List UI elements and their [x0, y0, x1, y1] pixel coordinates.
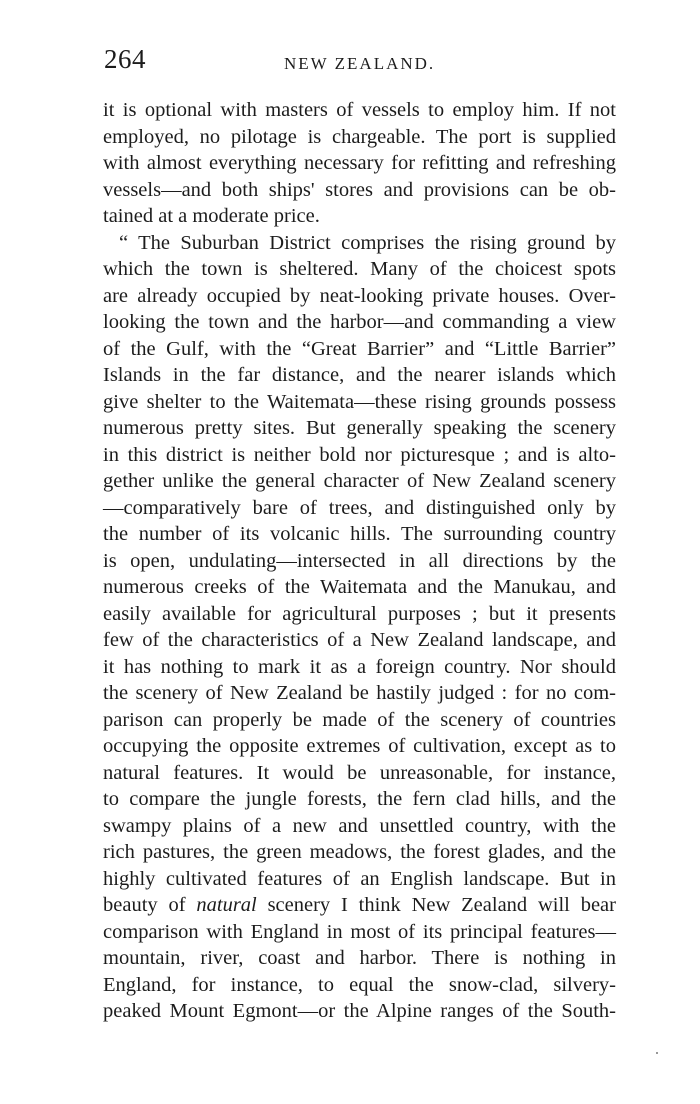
text-line: numerous pretty sites. But generally speaking the scenery	[103, 417, 616, 439]
text-line: comparison with England in most of its principal features—	[103, 920, 616, 943]
text-line: looking the town and the harbor—and commanding a view	[103, 311, 616, 333]
text-line: occupying the opposite extremes of cultivation, except as to	[103, 735, 616, 757]
text-line: highly cultivated features of an English landscape. But in	[103, 867, 616, 890]
text-line: England, for instance, to equal the snow-clad, silvery-	[103, 973, 616, 996]
text-line: mountain, river, coast and harbor. There is nothing in	[103, 947, 616, 969]
text-line: “ The Suburban District comprises the rising ground by	[119, 231, 616, 254]
text-line: natural features. It would be unreasonable, for instance,	[103, 761, 616, 784]
text-line: give shelter to the Waitemata—these rising grounds possess	[103, 390, 616, 413]
text-line: peaked Mount Egmont—or the Alpine ranges of the South-	[103, 1000, 616, 1022]
text-line: to compare the jungle forests, the fern clad hills, and the	[103, 788, 616, 810]
text-line: it has nothing to mark it as a foreign country. Nor should	[103, 655, 616, 678]
text-line: the scenery of New Zealand be hastily judged : for no com-	[103, 682, 616, 704]
text-line: vessels—and both ships' stores and provisions can be ob-	[103, 178, 616, 201]
text-line: easily available for agricultural purposes ; but it presents	[103, 602, 616, 625]
text-line: rich pastures, the green meadows, the forest glades, and the	[103, 841, 616, 863]
text-line: with almost everything necessary for refitting and refreshing	[103, 152, 616, 174]
body-text	[103, 97, 616, 1025]
text-line: are already occupied by neat-looking private houses. Over-	[103, 284, 616, 307]
text-segment: scenery I think New Zealand will bear	[256, 894, 616, 916]
page-number: 264	[104, 44, 146, 74]
text-line: parison can properly be made of the scenery of countries	[103, 708, 616, 731]
text-line: —comparatively bare of trees, and distinguished only by	[103, 496, 616, 519]
text-line: is open, undulating—intersected in all directions by the	[103, 549, 616, 572]
text-line: swampy plains of a new and unsettled country, with the	[103, 814, 616, 837]
text-segment: beauty of	[103, 894, 197, 916]
text-line: the number of its volcanic hills. The surrounding country	[103, 523, 616, 545]
text-line: gether unlike the general character of New Zealand scenery	[103, 470, 616, 492]
text-line: in this district is neither bold nor picturesque ; and is alto-	[103, 443, 616, 466]
text-line: numerous creeks of the Waitemata and the Manukau, and	[103, 576, 616, 598]
text-line-with-italic	[103, 892, 616, 919]
text-line: employed, no pilotage is chargeable. The port is supplied	[103, 125, 616, 148]
text-line: of the Gulf, with the “Great Barrier” and “Little Barrier”	[103, 337, 616, 360]
page-header	[104, 44, 616, 84]
text-line: which the town is sheltered. Many of the choicest spots	[103, 258, 616, 280]
text-line: few of the characteristics of a New Zealand landscape, and	[103, 629, 616, 651]
running-title: NEW ZEALAND.	[284, 54, 436, 73]
text-line: tained at a moderate price.	[103, 205, 320, 227]
italic-word: natural	[196, 894, 257, 916]
text-line: it is optional with masters of vessels to employ him. If not	[103, 99, 616, 121]
text-line: Islands in the far distance, and the nearer islands which	[103, 364, 616, 386]
paper-speck	[656, 1052, 658, 1054]
